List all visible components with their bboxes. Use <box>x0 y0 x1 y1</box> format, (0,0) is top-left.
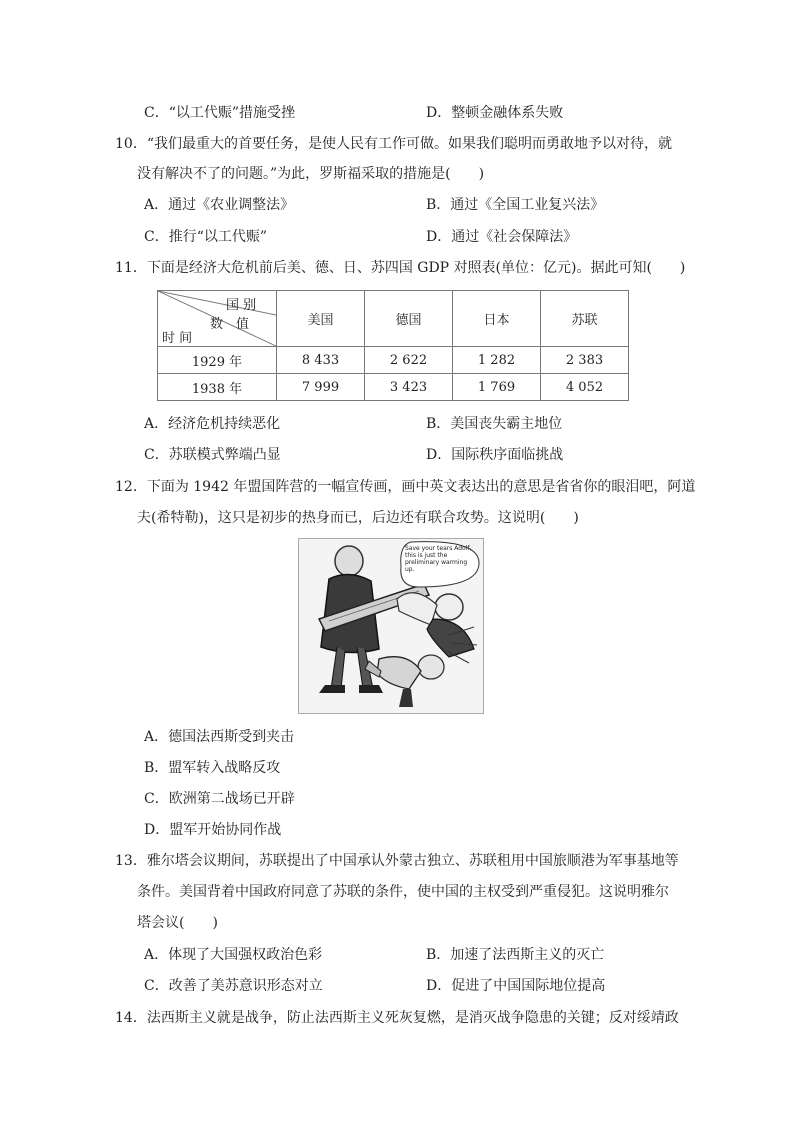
q12-option-a: A．德国法西斯受到夹击 <box>144 729 295 745</box>
row-year-cell: 1929 年 <box>158 347 277 374</box>
q13-option-c: C．改善了美苏意识形态对立 <box>144 978 323 994</box>
q11-stem-line1: 11．下面是经济大危机前后美、德、日、苏四国 GDP 对照表(单位：亿元)。据此可知( ) <box>115 260 686 276</box>
table-cell: 4 052 <box>541 374 629 401</box>
q10-option-a: A．通过《农业调整法》 <box>144 197 295 213</box>
q10-option-c: C．推行“以工代赈” <box>144 229 268 245</box>
q12-option-d: D．盟军开始协同作战 <box>144 822 282 838</box>
table-row <box>158 347 629 374</box>
table-cell: 3 423 <box>365 374 453 401</box>
header-cell-ussr: 苏联 <box>541 291 629 347</box>
q11-option-d: D．国际秩序面临挑战 <box>426 447 564 463</box>
gdp-table <box>157 290 629 401</box>
header-cell-japan: 日本 <box>453 291 541 347</box>
q13-stem-line1: 13．雅尔塔会议期间，苏联提出了中国承认外蒙古独立、苏联租用中国旅顺港为军事基地等 <box>115 853 679 869</box>
q10-option-d: D．通过《社会保障法》 <box>426 229 578 245</box>
q12-option-c: C．欧洲第二战场已开辟 <box>144 791 295 807</box>
q12-stem-line1: 12．下面为 1942 年盟国阵营的一幅宣传画，画中英文表达出的意思是省省你的眼泪吧，阿道 <box>115 479 696 495</box>
q11-option-b: B．美国丧失霸主地位 <box>426 416 563 432</box>
q12-stem-line2: 夫(希特勒)，这只是初步的热身而已，后边还有联合攻势。这说明( ) <box>137 510 579 526</box>
table-cell: 1 769 <box>453 374 541 401</box>
q13-option-d: D．促进了中国国际地位提高 <box>426 978 606 994</box>
q10-stem-line1: 10．“我们最重大的首要任务，是使人民有工作可做。如果我们聪明而勇敢地予以对待，就 <box>115 136 672 152</box>
cartoon-speech-text: Save your tears Adolf, this is just the preliminary warming up. <box>405 545 472 573</box>
corner-label-value: 数 值 <box>210 317 250 332</box>
gdp-table-header-row <box>158 291 629 347</box>
row-year-cell: 1938 年 <box>158 374 277 401</box>
q10-stem-line2: 没有解决不了的问题。”为此，罗斯福采取的措施是( ) <box>137 166 485 182</box>
table-cell: 2 383 <box>541 347 629 374</box>
table-cell: 2 622 <box>365 347 453 374</box>
corner-label-time: 时 间 <box>162 331 193 346</box>
q9-option-d: D．整顿金融体系失败 <box>426 105 564 121</box>
table-cell: 7 999 <box>277 374 365 401</box>
q11-option-c: C．苏联模式弊端凸显 <box>144 447 281 463</box>
q13-option-b: B．加速了法西斯主义的灭亡 <box>426 947 605 963</box>
q10-option-b: B．通过《全国工业复兴法》 <box>426 197 605 213</box>
gdp-table-corner-cell <box>158 291 277 347</box>
propaganda-cartoon-image <box>298 538 484 714</box>
q13-stem-line3: 塔会议( ) <box>137 915 218 931</box>
q14-stem-line1: 14．法西斯主义就是战争，防止法西斯主义死灰复燃，是消灭战争隐患的关键；反对绥靖政 <box>115 1010 679 1026</box>
q11-option-a: A．经济危机持续恶化 <box>144 416 281 432</box>
table-cell: 8 433 <box>277 347 365 374</box>
header-cell-usa: 美国 <box>277 291 365 347</box>
header-cell-germany: 德国 <box>365 291 453 347</box>
q9-option-c: C．“以工代赈”措施受挫 <box>144 105 296 121</box>
table-cell: 1 282 <box>453 347 541 374</box>
table-row <box>158 374 629 401</box>
corner-label-country: 国 别 <box>226 298 257 313</box>
q13-option-a: A．体现了大国强权政治色彩 <box>144 947 323 963</box>
q12-option-b: B．盟军转入战略反攻 <box>144 760 281 776</box>
q13-stem-line2: 条件。美国背着中国政府同意了苏联的条件，使中国的主权受到严重侵犯。这说明雅尔 <box>137 884 669 900</box>
